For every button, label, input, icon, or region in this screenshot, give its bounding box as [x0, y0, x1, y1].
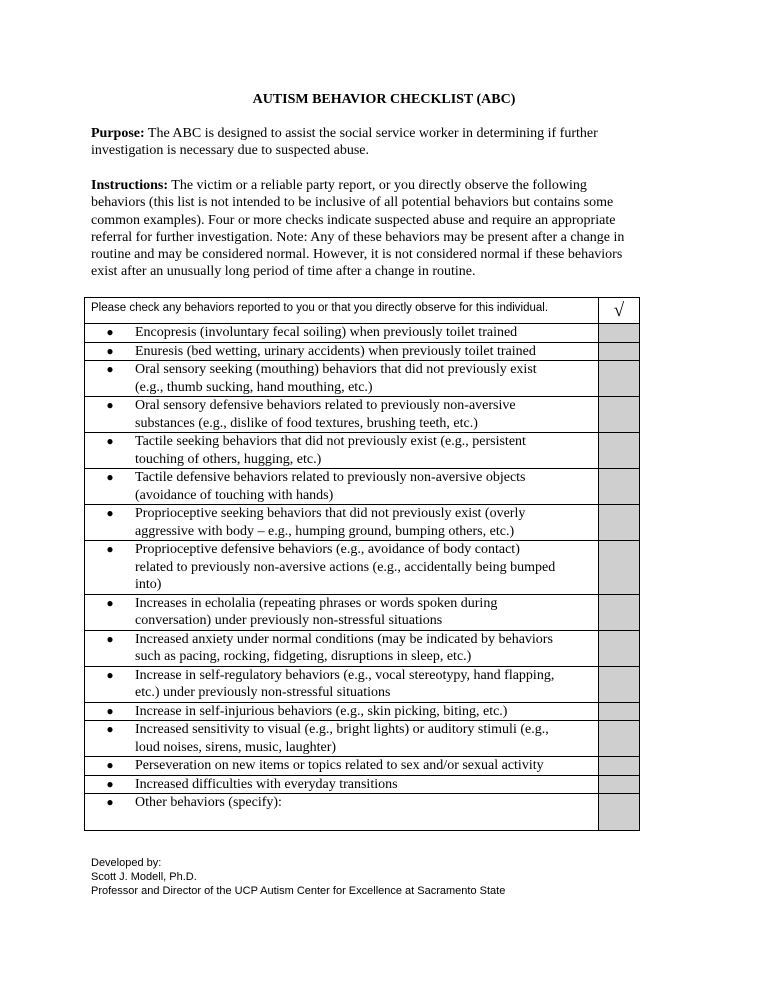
- bullet-icon: ●: [106, 470, 114, 484]
- checklist-item-cell: [85, 666, 599, 702]
- bullet-icon: ●: [106, 758, 114, 772]
- bullet-icon: ●: [106, 398, 114, 412]
- bullet-icon: ●: [106, 325, 114, 339]
- checkbox-cell[interactable]: [599, 630, 640, 666]
- checkbox-cell[interactable]: [599, 775, 640, 794]
- purpose-paragraph: [91, 125, 681, 160]
- bullet-icon: ●: [106, 703, 114, 718]
- checklist-item-row: [85, 433, 640, 469]
- checklist-item-row: [85, 630, 640, 666]
- checklist-item-text: Increased sensitivity to visual (e.g., bright lights) or auditory stimuli (e.g., loud noises, sirens, music, laughter): [135, 722, 549, 755]
- checklist-item-row: [85, 794, 640, 831]
- checklist-item-text: Increases in echolalia (repeating phrases or words spoken during conversation) under previously non-stressful situations: [135, 595, 498, 628]
- bullet-icon: ●: [106, 542, 114, 556]
- checkbox-cell[interactable]: [599, 397, 640, 433]
- checklist-item-row: [85, 541, 640, 595]
- footer-credits: [91, 857, 691, 898]
- checkbox-cell[interactable]: [599, 324, 640, 343]
- checklist-item-row: [85, 505, 640, 541]
- checklist-item-text: Tactile seeking behaviors that did not previously exist (e.g., persistent touching of others, hugging, etc.): [135, 434, 526, 467]
- checklist-item-row: [85, 469, 640, 505]
- purpose-text: The ABC is designed to assist the social service worker in determining if further investigation is necessary due to suspected abuse.: [91, 126, 598, 159]
- checklist-item-cell: [85, 397, 599, 433]
- checklist-item-cell: [85, 721, 599, 757]
- checkbox-cell[interactable]: [599, 541, 640, 595]
- bullet-icon: ●: [106, 795, 114, 809]
- checklist-item-row: [85, 342, 640, 361]
- footer-author: Scott J. Modell, Ph.D.: [91, 870, 197, 883]
- checklist-item-text: Increased difficulties with everyday transitions: [135, 776, 398, 792]
- bullet-icon: ●: [106, 722, 114, 736]
- checklist-item-row: [85, 324, 640, 343]
- purpose-label: Purpose:: [91, 126, 145, 141]
- checklist-item-text: Proprioceptive seeking behaviors that did not previously exist (overly aggressive with body – e.g., humping ground, bumping others, etc.): [135, 506, 526, 539]
- checklist-item-cell: [85, 702, 599, 721]
- checkbox-cell[interactable]: [599, 361, 640, 397]
- checklist-item-row: [85, 594, 640, 630]
- check-mark-header: √: [599, 298, 640, 324]
- footer-developed-by: Developed by:: [91, 857, 162, 869]
- checklist-item-row: [85, 721, 640, 757]
- checklist-item-cell: [85, 594, 599, 630]
- checklist-item-text: Enuresis (bed wetting, urinary accidents) when previously toilet trained: [135, 343, 536, 359]
- checkbox-cell[interactable]: [599, 666, 640, 702]
- checklist-item-cell: [85, 505, 599, 541]
- checkbox-cell[interactable]: [599, 469, 640, 505]
- checklist-item-row: [85, 397, 640, 433]
- checklist-item-row: [85, 702, 640, 721]
- checkbox-cell[interactable]: [599, 702, 640, 721]
- checklist-item-cell: [85, 433, 599, 469]
- checklist-item-text: Tactile defensive behaviors related to previously non-aversive objects (avoidance of touching with hands): [135, 470, 526, 503]
- checkbox-cell[interactable]: [599, 505, 640, 541]
- checklist-header-row: [85, 298, 640, 324]
- behavior-checklist-table: [84, 297, 640, 831]
- checklist-item-text: Increase in self-injurious behaviors (e.g., skin picking, biting, etc.): [135, 703, 508, 719]
- checklist-item-cell: [85, 541, 599, 595]
- checklist-item-text: Oral sensory defensive behaviors related to previously non-aversive substances (e.g., dislike of food textures, brushing teeth, etc.): [135, 398, 516, 431]
- checklist-item-text: Encopresis (involuntary fecal soiling) when previously toilet trained: [135, 325, 518, 340]
- instructions-label: Instructions:: [91, 178, 169, 193]
- checklist-item-row: [85, 757, 640, 776]
- checklist-item-cell: [85, 324, 599, 343]
- checklist-item-cell: [85, 342, 599, 361]
- bullet-icon: ●: [106, 506, 114, 520]
- bullet-icon: ●: [106, 776, 114, 791]
- checklist-item-cell: [85, 469, 599, 505]
- checklist-item-row: [85, 666, 640, 702]
- bullet-icon: ●: [106, 595, 114, 610]
- checklist-item-text: Oral sensory seeking (mouthing) behaviors that did not previously exist (e.g., thumb sucking, hand mouthing, etc.): [135, 362, 537, 395]
- bullet-icon: ●: [106, 343, 114, 358]
- checkbox-cell[interactable]: [599, 721, 640, 757]
- checklist-item-cell: [85, 361, 599, 397]
- checkbox-cell[interactable]: [599, 433, 640, 469]
- instructions-paragraph: [91, 177, 681, 281]
- checklist-item-cell: [85, 794, 599, 831]
- checklist-item-row: [85, 775, 640, 794]
- document-title: AUTISM BEHAVIOR CHECKLIST (ABC): [252, 92, 516, 107]
- bullet-icon: ●: [106, 362, 114, 376]
- checkbox-cell[interactable]: [599, 594, 640, 630]
- bullet-icon: ●: [106, 631, 114, 646]
- checklist-item-text: Increased anxiety under normal conditions (may be indicated by behaviors such as pacing, rocking, fidgeting, disruptions in sleep, etc.): [135, 631, 553, 664]
- checklist-header-text: Please check any behaviors reported to you or that you directly observe for this individual.: [85, 298, 599, 324]
- footer-affiliation: Professor and Director of the UCP Autism Center for Excellence at Sacramento State: [91, 884, 506, 897]
- instructions-text: The victim or a reliable party report, or you directly observe the following behaviors (this list is not intended to be inclusive of all potential behaviors but contains some common examples). Four or more checks indicate suspected abuse and require an appropriate referral for further investigation. Note: Any of these behaviors may be present after a change in routine and may be considered normal. However, it is not considered normal if these behaviors exist after an unusually long period of time after a change in routine.: [91, 178, 625, 280]
- checklist-item-text: Other behaviors (specify):: [135, 795, 282, 810]
- checkbox-cell[interactable]: [599, 757, 640, 776]
- checklist-item-text: Perseveration on new items or topics related to sex and/or sexual activity: [135, 758, 544, 773]
- checklist-item-cell: [85, 630, 599, 666]
- checkbox-cell[interactable]: [599, 794, 640, 831]
- checklist-item-cell: [85, 775, 599, 794]
- checklist-item-row: [85, 361, 640, 397]
- checklist-item-text: Proprioceptive defensive behaviors (e.g., avoidance of body contact) related to previously non-aversive actions (e.g., accidentally being bumped into): [135, 542, 556, 592]
- bullet-icon: ●: [106, 434, 114, 448]
- checklist-item-cell: [85, 757, 599, 776]
- checkbox-cell[interactable]: [599, 342, 640, 361]
- bullet-icon: ●: [106, 667, 114, 682]
- checklist-item-text: Increase in self-regulatory behaviors (e.g., vocal stereotypy, hand flapping, etc.) under previously non-stressful situations: [135, 667, 555, 700]
